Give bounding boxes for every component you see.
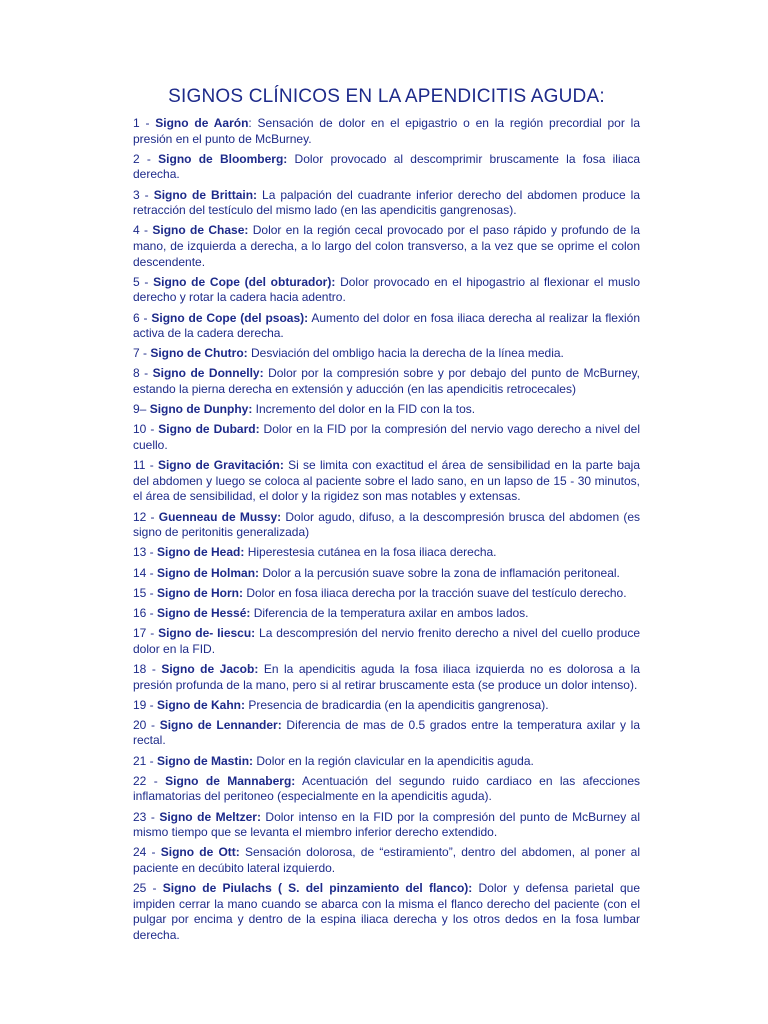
list-item: [133, 754, 640, 770]
sign-description: Sensación dolorosa, de “estiramiento”, dentro del abdomen, al poner al paciente en decúbito lateral izquierdo.: [133, 845, 641, 875]
sign-name: Signo de Brittain:: [153, 187, 258, 202]
sign-description: La palpación del cuadrante inferior derecho del abdomen produce la retracción del testículo del mismo lado (en las apendicitis gangrenosas).: [133, 187, 640, 218]
list-item: [133, 402, 640, 418]
item-number: 4 -: [133, 223, 153, 238]
item-number: 9–: [133, 402, 150, 417]
item-number: 17 -: [133, 626, 159, 641]
list-item: [133, 152, 640, 183]
item-number: 16 -: [133, 605, 158, 620]
sign-description: Acentuación del segundo ruido cardiaco en las afecciones inflamatorias del peritoneo (especialmente en la apendicitis aguda).: [133, 773, 640, 804]
sign-description: Dolor agudo, difuso, a la descompresión brusca del abdomen (es signo de peritonitis generalizada): [133, 509, 641, 540]
list-item: [133, 366, 640, 397]
list-item: [133, 662, 640, 693]
list-item: [133, 275, 640, 306]
sign-description: Si se limita con exactitud el área de sensibilidad en la parte baja del abdomen y luego se coloca al paciente sobre el lado sano, en un lapso de 15 - 30 minutos, el área de sensibilidad, el dolor y la rigidez son mas notables y extensas.: [133, 458, 641, 504]
sign-description: Diferencia de la temperatura axilar en ambos lados.: [250, 605, 529, 620]
item-number: 7 -: [133, 346, 151, 361]
item-number: 21 -: [133, 753, 158, 768]
sign-name: Signo de Ott:: [160, 845, 240, 860]
list-item: [133, 223, 640, 270]
item-number: 23 -: [133, 809, 160, 824]
sign-description: Dolor en la región cecal provocado por el paso rápido y profundo de la mano, de izquierda a derecha, a lo largo del colon transverso, a la vez que se oprime el colon descendente.: [133, 223, 641, 269]
signs-list: [133, 116, 640, 944]
sign-name: Signo de Mannaberg:: [165, 773, 296, 788]
sign-name: Signo de Dunphy:: [149, 402, 253, 417]
sign-name: Signo de Bloomberg:: [158, 151, 288, 166]
item-number: 25 -: [133, 881, 163, 896]
list-item: [133, 586, 640, 602]
sign-name: Signo de Chutro:: [150, 346, 248, 361]
list-item: [133, 188, 640, 219]
list-item: [133, 881, 640, 943]
list-item: [133, 698, 640, 714]
item-number: 11 -: [133, 458, 158, 473]
sign-name: Signo de Horn:: [157, 585, 244, 600]
item-number: 15 -: [133, 585, 158, 600]
list-item: [133, 810, 640, 841]
sign-name: Signo de Gravitación:: [157, 458, 284, 473]
sign-description: Dolor y defensa parietal que impiden cerrar la mano cuando se abarca con la misma el flanco derecho del paciente (con el pulgar por encima y dentro de la espina iliaca derecha y los otros dedos en la fosa lumbar derecha.: [133, 881, 641, 942]
item-number: 12 -: [133, 509, 159, 524]
sign-description: Dolor por la compresión sobre y por debajo del punto de McBurney, estando la pierna derecha en extensión y aducción (en las apendicitis retrocecales): [133, 366, 640, 397]
sign-description: Hiperestesia cutánea en la fosa iliaca derecha.: [244, 545, 497, 560]
sign-description: Desviación del ombligo hacia la derecha de la línea media.: [247, 346, 564, 361]
item-number: 10 -: [133, 422, 159, 437]
sign-name: Signo de Dubard:: [158, 422, 260, 437]
list-item: [133, 566, 640, 582]
sign-name: Signo de Donnelly:: [152, 366, 264, 381]
sign-name: Signo de Lennander:: [159, 717, 282, 732]
list-item: [133, 510, 640, 541]
sign-name: Signo de Holman:: [157, 565, 260, 580]
list-item: [133, 422, 640, 453]
list-item: [133, 311, 640, 342]
sign-name: Guenneau de Mussy:: [158, 509, 282, 524]
sign-name: Signo de Hessé:: [157, 605, 251, 620]
item-number: 6 -: [133, 310, 152, 325]
list-item: [133, 626, 640, 657]
list-item: [133, 718, 640, 749]
sign-name: Signo de Cope (del obturador):: [153, 274, 336, 289]
sign-description: La descompresión del nervio frenito derecho a nivel del cuello produce dolor en la FID.: [133, 626, 640, 656]
list-item: [133, 116, 640, 147]
sign-description: Dolor en la región clavicular en la apendicitis aguda.: [253, 753, 534, 768]
item-number: 20 -: [133, 717, 160, 732]
sign-description: Dolor a la percusión suave sobre la zona de inflamación peritoneal.: [259, 565, 620, 580]
sign-description: Dolor en fosa iliaca derecha por la tracción suave del testículo derecho.: [243, 585, 627, 600]
list-item: [133, 346, 640, 362]
sign-description: Incremento del dolor en la FID con la tos.: [252, 402, 476, 417]
list-item: [133, 845, 640, 876]
item-number: 3 -: [133, 187, 154, 202]
page-title: SIGNOS CLÍNICOS EN LA APENDICITIS AGUDA:: [168, 86, 605, 107]
item-number: 1 -: [133, 116, 156, 130]
sign-description: Dolor provocado en el hipogastrio al flexionar el muslo derecho y rotar la cadera hacia adentro.: [133, 274, 641, 305]
item-number: 22 -: [133, 773, 166, 788]
sign-description: Dolor provocado al descomprimir bruscamente la fosa iliaca derecha.: [133, 151, 640, 182]
item-number: 19 -: [133, 697, 158, 712]
item-number: 18 -: [133, 661, 162, 676]
item-number: 8 -: [133, 366, 153, 381]
sign-description: Dolor intenso en la FID por la compresión del punto de McBurney al mismo tiempo que se levanta el miembro inferior derecho extendido.: [133, 809, 641, 840]
sign-description: Presencia de bradicardia (en la apendicitis gangrenosa).: [245, 697, 549, 712]
sign-description: : Sensación de dolor en el epigastrio o en la región precordial por la presión en el punto de McBurney.: [133, 116, 640, 146]
sign-name: Signo de Meltzer:: [159, 809, 261, 824]
item-number: 2 -: [133, 151, 159, 166]
sign-description: Dolor en la FID por la compresión del nervio vago derecho a nivel del cuello.: [133, 422, 641, 453]
item-number: 14 -: [133, 565, 158, 580]
sign-name: Signo de Kahn:: [157, 697, 246, 712]
sign-name: Signo de Chase:: [152, 223, 249, 238]
list-item: [133, 458, 640, 505]
sign-name: Signo de Mastin:: [157, 753, 254, 768]
sign-name: Signo de Piulachs ( S. del pinzamiento del flanco):: [162, 881, 473, 896]
list-item: [133, 606, 640, 622]
sign-description: En la apendicitis aguda la fosa iliaca izquierda no es dolorosa a la presión profunda de la mano, pero si al retirar bruscamente esta (se produce un dolor intenso).: [133, 661, 640, 692]
sign-description: Diferencia de mas de 0.5 grados entre la temperatura axilar y la rectal.: [133, 717, 640, 748]
sign-description: Aumento del dolor en fosa iliaca derecha al realizar la flexión activa de la cadera derecha.: [133, 310, 640, 341]
sign-name: Signo de Head:: [157, 545, 245, 560]
item-number: 5 -: [133, 274, 154, 289]
sign-name: Signo de Cope (del psoas):: [151, 310, 309, 325]
list-item: [133, 545, 640, 561]
item-number: 24 -: [133, 845, 161, 860]
item-number: 13 -: [133, 545, 158, 560]
sign-name: Signo de Aarón: [155, 116, 249, 130]
sign-name: Signo de Jacob:: [161, 661, 259, 676]
sign-name: Signo de- Iiescu:: [158, 626, 256, 641]
list-item: [133, 774, 640, 805]
